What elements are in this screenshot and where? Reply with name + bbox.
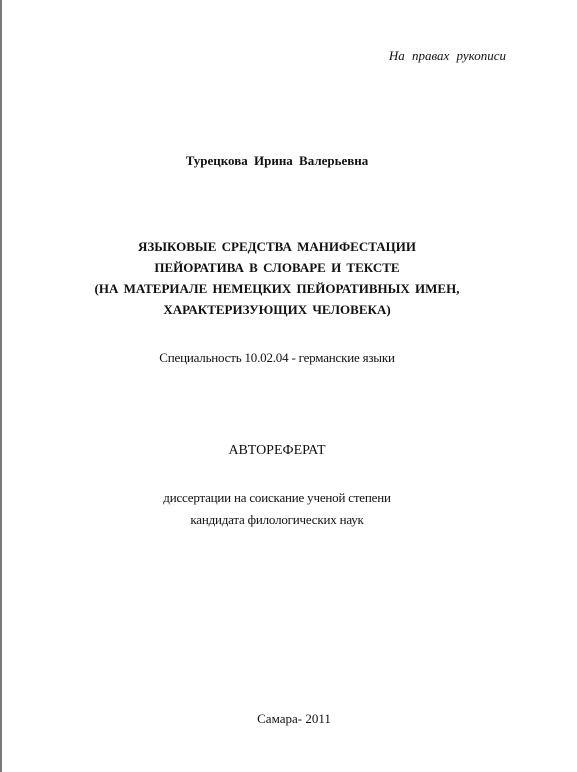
title-line-2: ПЕЙОРАТИВА В СЛОВАРЕ И ТЕКСТЕ [154,260,400,275]
degree-line-2: кандидата филологических наук [190,512,364,527]
dissertation-title [0,236,554,320]
title-line-3: (НА МАТЕРИАЛЕ НЕМЕЦКИХ ПЕЙОРАТИВНЫХ ИМЕН, [94,281,460,296]
degree-line-1: диссертации на соискание ученой степени [163,490,391,505]
document-type: АВТОРЕФЕРАТ [228,443,326,458]
page-left-edge [0,0,2,772]
specialty-line: Специальность 10.02.04 - германские языки [159,350,395,365]
author-name: Турецкова Ирина Валерьевна [185,153,369,168]
title-line-1: ЯЗЫКОВЫЕ СРЕДСТВА МАНИФЕСТАЦИИ [138,239,416,254]
city-year: Самара- 2011 [257,711,331,726]
manuscript-note: На правах рукописи [388,48,506,63]
degree-description [0,487,554,531]
title-line-4: ХАРАКТЕРИЗУЮЩИХ ЧЕЛОВЕКА) [163,302,391,317]
